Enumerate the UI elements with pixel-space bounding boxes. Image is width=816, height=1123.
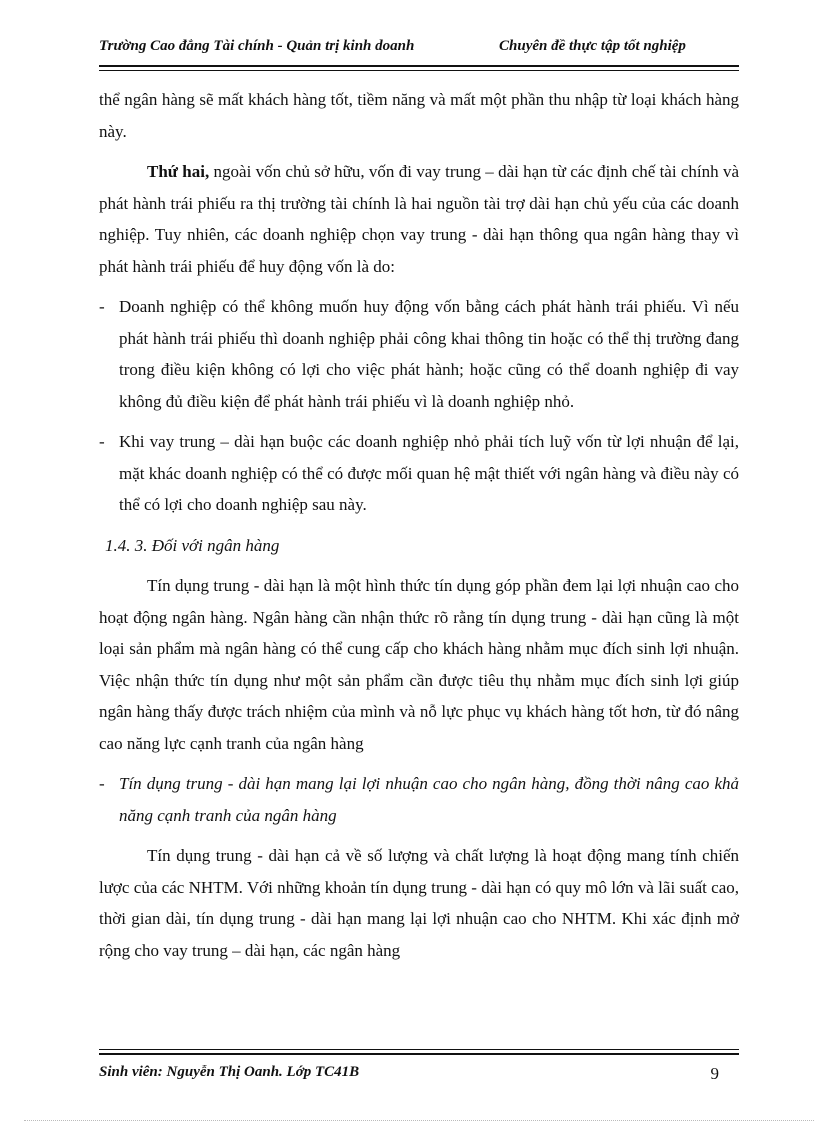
page-header (99, 38, 739, 64)
page-footer (99, 1064, 739, 1090)
dash-marker: - (99, 774, 105, 793)
page-body (99, 84, 739, 975)
dash-marker: - (99, 432, 105, 451)
footer-rule (99, 1053, 739, 1055)
footer-student: Sinh viên: Nguyễn Thị Oanh. Lớp TC41B (99, 1064, 360, 1080)
paragraph: thể ngân hàng sẽ mất khách hàng tốt, tiềm năng và mất một phần thu nhập từ loại khách hàng này. (99, 90, 739, 141)
bold-lead: Thứ hai, (147, 162, 210, 181)
paragraph: Tín dụng trung - dài hạn cả về số lượng và chất lượng là hoạt động mang tính chiến lược của các NHTM. Với những khoản tín dụng trung - dài hạn có quy mô lớn và lãi suất cao, thời gian dài, tín dụng trung - dài hạn mang lại lợi nhuận cao cho NHTM. Khi xác định mở rộng cho vay trung – dài hạn, các ngân hàng (99, 846, 739, 960)
header-rule (99, 65, 739, 67)
footer-rule-thin (99, 1049, 739, 1050)
list-item (99, 291, 739, 417)
section-heading: 1.4. 3. Đối với ngân hàng (105, 535, 280, 555)
header-rule-thin (99, 70, 739, 71)
list-item (99, 768, 739, 831)
list-item (99, 426, 739, 521)
header-school: Trường Cao đẳng Tài chính - Quản trị kinh doanh (99, 38, 415, 54)
list-item-text: Khi vay trung – dài hạn buộc các doanh nghiệp nhỏ phải tích luỹ vốn từ lợi nhuận để lại, mặt khác doanh nghiệp có thể có được mối quan hệ mật thiết với ngân hàng và điều này có thể có lợi cho doanh nghiệp sau này. (119, 432, 739, 514)
dash-marker: - (99, 297, 105, 316)
page-number: 9 (710, 1064, 719, 1083)
paragraph: Tín dụng trung - dài hạn là một hình thức tín dụng góp phần đem lại lợi nhuận cao cho hoạt động ngân hàng. Ngân hàng cần nhận thức rõ rằng tín dụng trung - dài hạn cũng là một loại sản phẩm mà ngân hàng có thể cung cấp cho khách hàng nhằm mục đích sinh lợi nhuận. Việc nhận thức tín dụng như một sản phẩm cần được tiêu thụ nhằm mục đích sinh lợi giúp ngân hàng thấy được trách nhiệm của mình và nỗ lực phục vụ khách hàng tốt hơn, từ đó nâng cao năng lực cạnh tranh của ngân hàng (99, 576, 739, 753)
paragraph-text: ngoài vốn chủ sở hữu, vốn đi vay trung – dài hạn từ các định chế tài chính và phát hành trái phiếu ra thị trường tài chính là hai nguồn tài trợ dài hạn chủ yếu của các doanh nghiệp. Tuy nhiên, các doanh nghiệp chọn vay trung - dài hạn thông qua ngân hàng thay vì phát hành trái phiếu để huy động vốn là do: (99, 162, 739, 276)
list-item-text: Doanh nghiệp có thể không muốn huy động vốn bằng cách phát hành trái phiếu. Vì nếu phát hành trái phiếu thì doanh nghiệp phải công khai thông tin hoặc có thể thị trường đang trong điều kiện không có lợi cho việc phát hành; hoặc cũng có thể doanh nghiệp đi vay không đủ điều kiện để phát hành trái phiếu vì là doanh nghiệp nhỏ. (119, 297, 739, 411)
page-edge-divider (24, 1120, 814, 1121)
list-item-text: Tín dụng trung - dài hạn mang lại lợi nhuận cao cho ngân hàng, đồng thời nâng cao khả năng cạnh tranh của ngân hàng (119, 774, 739, 825)
paragraph (99, 156, 739, 282)
header-topic: Chuyên đề thực tập tốt nghiệp (499, 38, 686, 54)
